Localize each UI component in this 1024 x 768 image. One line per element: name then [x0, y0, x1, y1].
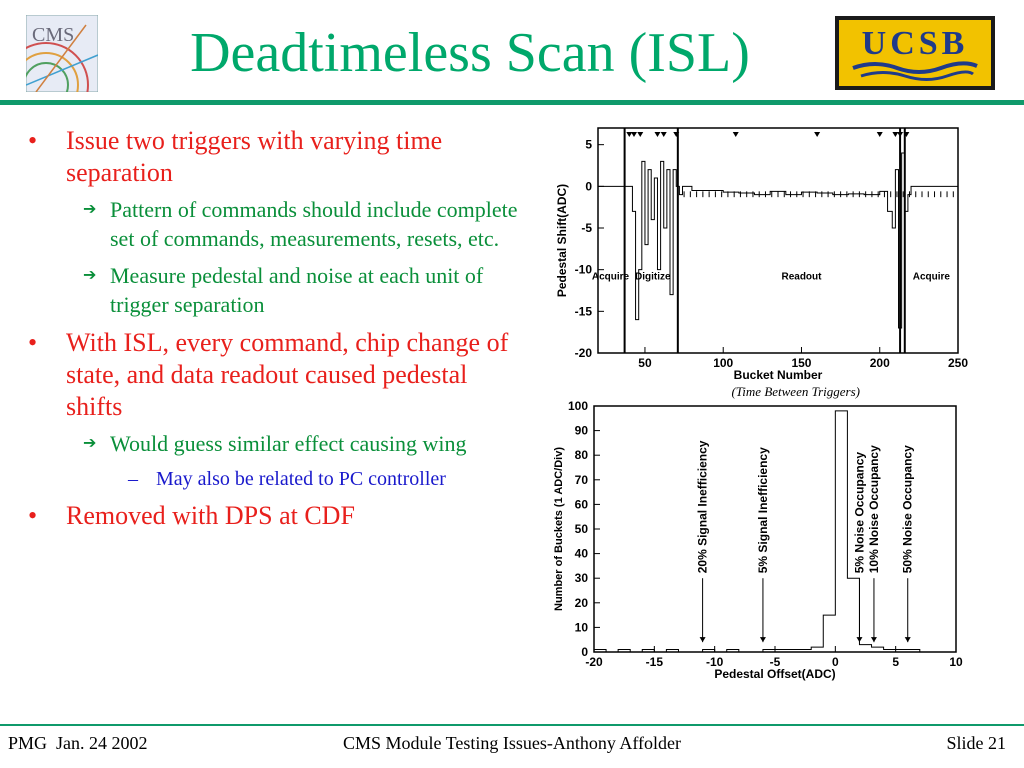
y-axis-label: Number of Buckets (1 ADC/Div) — [553, 446, 565, 612]
bullet-dot: • — [28, 126, 38, 155]
bullet-1-text: Issue two triggers with varying time separation — [66, 126, 443, 187]
bullet-1-sub-2-text: Measure pedestal and noise at each unit of trigger separation — [110, 263, 484, 317]
x-axis-label: Bucket Number — [733, 368, 823, 382]
y-tick-label: 80 — [574, 448, 588, 463]
chart1-bg — [548, 118, 970, 380]
x-tick-label: 250 — [947, 356, 969, 370]
y-tick-label: 30 — [574, 571, 588, 586]
annotation-label: 50% Noise Occupancy — [900, 445, 915, 574]
bullet-2-sub-sub-text: May also be related to PC controller — [156, 468, 446, 490]
pedestal-offset-histogram — [548, 390, 970, 688]
x-tick-label: 10 — [949, 655, 963, 669]
bullet-2-sub-1-sub-1 — [28, 466, 528, 492]
ucsb-logo — [835, 16, 995, 90]
x-tick-label: 150 — [791, 356, 812, 370]
y-tick-label: 60 — [574, 497, 588, 512]
annotation-label: 5% Signal Inefficiency — [755, 447, 770, 574]
bullet-2-text: With ISL, every command, chip change of state, and data readout caused pedestal shifts — [66, 328, 509, 421]
annotation-label: 5% Noise Occupancy — [852, 451, 867, 574]
title-divider — [0, 100, 1024, 105]
x-tick-label: -10 — [705, 655, 724, 669]
region-label: Digitize — [635, 271, 671, 283]
x-tick-label: 5 — [892, 655, 900, 669]
bullet-2-sub-1-text: Would guess similar effect causing wing — [110, 431, 467, 456]
x-tick-label: -5 — [769, 655, 781, 669]
x-tick-label: 100 — [713, 356, 734, 370]
y-tick-label: 90 — [574, 423, 588, 438]
cms-logo-text: CMS — [32, 24, 75, 46]
x-tick-label: 50 — [638, 356, 652, 370]
region-label: Acquire — [912, 271, 951, 283]
ucsb-logo-text: UCSB — [861, 25, 969, 62]
arrow-icon: ➔ — [83, 435, 97, 452]
x-tick-label: 0 — [831, 655, 839, 669]
y-tick-label: 20 — [574, 595, 588, 610]
annotation-label: 20% Signal Inefficiency — [695, 440, 710, 574]
y-tick-label: 100 — [567, 399, 588, 413]
arrow-icon: ➔ — [83, 201, 97, 218]
arrow-icon: ➔ — [83, 267, 97, 284]
x-axis-label: Pedestal Offset(ADC) — [714, 667, 836, 681]
cms-logo — [26, 15, 98, 92]
annotation-label: 10% Noise Occupancy — [866, 445, 881, 574]
y-tick-label: 50 — [574, 522, 588, 536]
bullet-list — [28, 125, 528, 538]
chart-panel — [548, 118, 970, 688]
y-axis-label: Pedestal Shift(ADC) — [555, 183, 569, 298]
y-tick-label: -5 — [581, 221, 592, 235]
region-label: Acquire — [591, 271, 630, 283]
bullet-1 — [28, 125, 528, 189]
footer-divider — [0, 724, 1024, 726]
y-tick-label: 70 — [574, 472, 588, 487]
bullet-dot: • — [28, 328, 38, 357]
y-tick-label: 5 — [585, 137, 592, 152]
footer-title: CMS Module Testing Issues-Anthony Affolder — [342, 733, 682, 753]
bullet-1-sub-2 — [28, 261, 528, 319]
x-tick-label: -15 — [645, 655, 664, 669]
bullet-1-sub-1-text: Pattern of commands should include complete set of commands, measurements, resets, etc. — [110, 197, 518, 251]
region-label: Readout — [781, 271, 822, 283]
y-tick-label: -10 — [574, 262, 592, 277]
pedestal-shift-chart — [548, 118, 970, 382]
y-tick-label: 0 — [585, 179, 592, 194]
bullet-1-sub-1 — [28, 195, 528, 253]
footer-slide-number: Slide 21 — [946, 733, 1006, 753]
y-tick-label: -20 — [574, 346, 592, 360]
y-tick-label: -15 — [574, 304, 592, 319]
footer-author-date: PMG Jan. 24 2002 — [8, 733, 148, 753]
chart-caption: (Time Between Triggers) — [731, 384, 860, 399]
bullet-dot: • — [28, 501, 38, 530]
y-tick-label: 40 — [574, 546, 588, 561]
bullet-3-text: Removed with DPS at CDF — [66, 501, 355, 530]
slide-title: Deadtimeless Scan (ISL) — [190, 22, 750, 84]
dash-marker: – — [128, 468, 138, 490]
y-tick-label: 10 — [574, 620, 588, 635]
bullet-3 — [28, 500, 528, 532]
x-tick-label: 200 — [869, 356, 890, 370]
y-tick-label: 0 — [581, 645, 588, 659]
bullet-2 — [28, 327, 528, 423]
bullet-2-sub-1 — [28, 429, 528, 458]
x-tick-label: -20 — [585, 655, 603, 669]
